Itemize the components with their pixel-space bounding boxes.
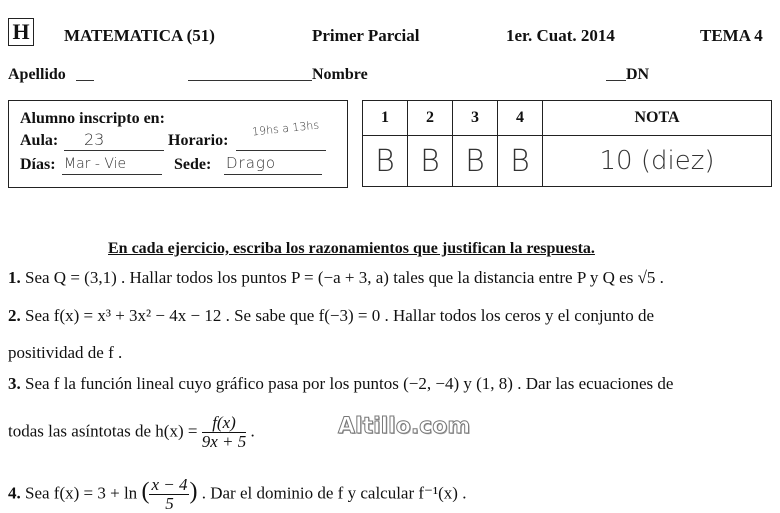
nombre-label: Nombre <box>312 66 368 83</box>
watermark-logo: Altillo.com <box>338 414 471 439</box>
question-3-text-b: todas las asíntotas de h(x) = <box>8 421 198 441</box>
apellido-label: Apellido <box>8 66 66 83</box>
question-4-fraction <box>149 476 189 513</box>
grade-value-3: B <box>453 136 498 187</box>
dni-label: DN <box>626 66 650 83</box>
question-4-number: 4. <box>8 483 21 503</box>
grade-header-4: 4 <box>498 101 543 136</box>
enrollment-title: Alumno inscripto en: <box>20 110 165 127</box>
question-3-fraction-denominator: 9x + 5 <box>201 432 247 451</box>
question-1-text: Sea Q = (3,1) . Hallar todos los puntos P = (−a + 3, a) tales que la distancia entre P y Q es √5 . <box>25 268 664 287</box>
question-2-number: 2. <box>8 306 21 325</box>
tema-label: TEMA 4 <box>700 26 763 45</box>
question-4-text-b: . Dar el dominio de f y calcular f⁻¹(x) . <box>201 483 467 503</box>
nota-value: 10 (diez) <box>543 136 772 187</box>
exam-period: 1er. Cuat. 2014 <box>506 26 615 45</box>
question-4-text: Sea f(x) = 3 + ln <box>25 483 138 503</box>
grade-header-2: 2 <box>408 101 453 136</box>
aula-label: Aula: <box>20 132 59 149</box>
question-1 <box>8 268 664 288</box>
question-4-fraction-denominator: 5 <box>165 494 174 513</box>
question-4-fraction-numerator: x − 4 <box>151 475 188 494</box>
question-3-continuation: todas las asíntotas de h(x) = $\frac{f(x)}{9x + 5}$ . <box>8 413 255 451</box>
grades-table <box>362 100 772 187</box>
question-4: 4. Sea f(x) = 3 + ln ( $\frac{x - 4}{5}$ ) . Dar el dominio de f y calcular f⁻¹(x) . <box>8 475 467 513</box>
question-3-fraction <box>202 414 247 451</box>
sede-label: Sede: <box>174 156 212 173</box>
horario-line <box>236 150 326 151</box>
horario-value: 19hs a 13hs <box>251 118 320 139</box>
question-2 <box>8 306 654 326</box>
aula-value: 23 <box>84 130 105 149</box>
subject-title: MATEMATICA (51) <box>64 26 215 45</box>
grade-value-4: B <box>498 136 543 187</box>
question-3-fraction-numerator: f(x) <box>202 414 247 433</box>
question-2-text: Sea f(x) = x³ + 3x² − 4x − 12 . Se sabe que f(−3) = 0 . Hallar todos los ceros y el conjunto de <box>25 306 655 325</box>
question-3-text: Sea f la función lineal cuyo gráfico pasa por los puntos (−2, −4) y (1, 8) . Dar las ecuaciones de <box>25 374 674 393</box>
dni-line <box>606 80 626 81</box>
question-1-number: 1. <box>8 268 21 287</box>
dias-value: Mar - Vie <box>64 156 127 172</box>
sede-value: Drago <box>226 154 277 172</box>
question-2-continuation: positividad de f . <box>8 343 123 362</box>
apellido-line-2 <box>188 80 312 81</box>
question-3-number: 3. <box>8 374 21 393</box>
grade-header-1: 1 <box>363 101 408 136</box>
apellido-line <box>76 80 94 81</box>
horario-label: Horario: <box>168 132 229 149</box>
aula-line <box>64 150 164 151</box>
question-3 <box>8 374 673 394</box>
grade-value-1: B <box>363 136 408 187</box>
exam-title: Primer Parcial <box>312 26 420 45</box>
dias-line <box>62 174 162 175</box>
grade-value-2: B <box>408 136 453 187</box>
sede-line <box>224 174 322 175</box>
grade-header-3: 3 <box>453 101 498 136</box>
nota-header: NOTA <box>543 101 772 136</box>
instruction: En cada ejercicio, escriba los razonamientos que justifican la respuesta. <box>108 240 595 257</box>
dias-label: Días: <box>20 156 56 173</box>
tema-letter-box: H <box>8 18 34 46</box>
